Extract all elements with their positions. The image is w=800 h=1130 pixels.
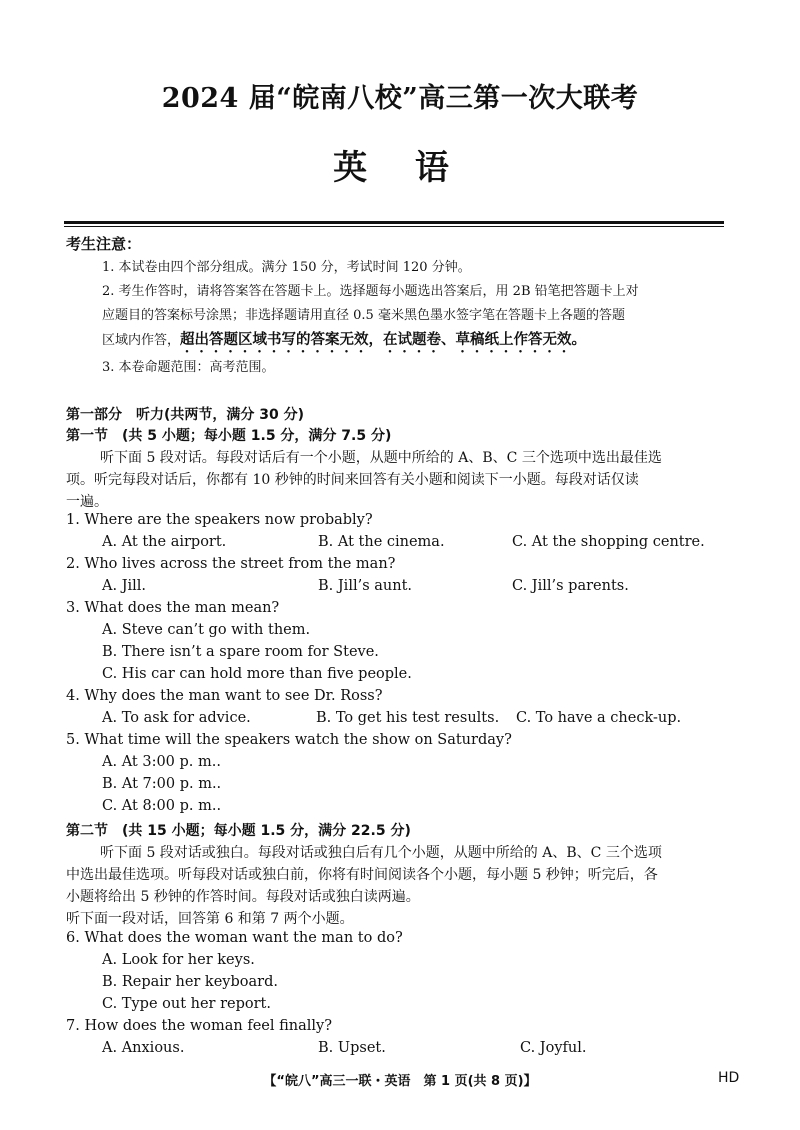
q2-option-c: C. Jill’s parents. [512,578,629,594]
question-4: 4. Why does the man want to see Dr. Ross? [66,688,383,704]
question-7: 7. How does the woman feel finally? [66,1018,332,1034]
notice-item-1: 1. 本试卷由四个部分组成。满分 150 分，考试时间 120 分钟。 [102,260,471,275]
notice-emphasis: 超出答题区域书写的答案无效，在试题卷、草稿纸上作答无效。 [180,332,587,348]
q4-option-a: A. To ask for advice. [102,710,251,726]
q5-option-a: A. At 3:00 p. m.. [102,754,221,770]
section-one-instruction-1: 听下面 5 段对话。每段对话后有一个小题，从题中所给的 A、B、C 三个选项中选出最佳选 [100,450,662,466]
q6-option-c: C. Type out her report. [102,996,271,1012]
q2-option-a: A. Jill. [102,578,147,594]
section-one-title: 第一节 (共 5 小题；每小题 1.5 分，满分 7.5 分) [66,428,392,444]
notice-title: 考生注意： [66,235,142,253]
notice-item-2: 2. 考生作答时，请将答案答在答题卡上。选择题每小题选出答案后，用 2B 铅笔把答题卡上对 [102,284,639,299]
question-1: 1. Where are the speakers now probably? [66,512,373,528]
header-divider-thin [64,226,724,227]
subject-title: 英 语 [333,148,467,188]
question-3: 3. What does the man mean? [66,600,280,616]
q4-option-b: B. To get his test results. [316,710,500,726]
q3-option-b: B. There isn’t a spare room for Steve. [102,644,379,660]
notice-item-2-end [102,328,586,356]
notice-item-2-prefix: 区域内作答， [102,333,181,348]
section-two-instruction-1: 听下面 5 段对话或独白。每段对话或独白后有几个小题，从题中所给的 A、B、C 三个选项 [100,845,662,861]
q3-option-c: C. His car can hold more than five people. [102,666,412,682]
section-two-lead: 听下面一段对话，回答第 6 和第 7 两个小题。 [66,911,354,927]
part-one-title: 第一部分 听力(共两节，满分 30 分) [66,407,305,423]
section-one-instruction-2: 项。听完每段对话后，你都有 10 秒钟的时间来回答有关小题和阅读下一小题。每段对话仅读 [66,472,639,488]
q7-option-c: C. Joyful. [520,1040,587,1056]
notice-item-3: 3. 本卷命题范围：高考范围。 [102,360,275,375]
section-two-title: 第二节 (共 15 小题；每小题 1.5 分，满分 22.5 分) [66,823,411,839]
q4-option-c: C. To have a check-up. [516,710,682,726]
q6-option-b: B. Repair her keyboard. [102,974,278,990]
question-6: 6. What does the woman want the man to do? [66,930,403,946]
section-two-instruction-3: 小题将给出 5 秒钟的作答时间。每段对话或独白读两遍。 [66,889,420,905]
section-one-instruction-3: 一遍。 [66,494,108,510]
notice-item-2-cont: 应题目的答案标号涂黑；非选择题请用直径 0.5 毫米黑色墨水签字笔在答题卡上各题的答题 [102,308,625,323]
q1-option-b: B. At the cinema. [318,534,445,550]
q7-option-a: A. Anxious. [102,1040,185,1056]
question-2: 2. Who lives across the street from the man? [66,556,396,572]
question-5: 5. What time will the speakers watch the show on Saturday? [66,732,512,748]
page-footer: 【“皖八”高三一联・英语 第 1 页(共 8 页)】 [263,1074,537,1089]
q3-option-a: A. Steve can’t go with them. [102,622,311,638]
q7-option-b: B. Upset. [318,1040,386,1056]
header-divider-thick [64,221,724,224]
q1-option-c: C. At the shopping centre. [512,534,705,550]
footer-code: HD [718,1070,740,1086]
q5-option-c: C. At 8:00 p. m.. [102,798,222,814]
q5-option-b: B. At 7:00 p. m.. [102,776,222,792]
q1-option-a: A. At the airport. [102,534,227,550]
exam-title: 2024 届“皖南八校”高三第一次大联考 [161,83,639,114]
section-two-instruction-2: 中选出最佳选项。听每段对话或独白前，你将有时间阅读各个小题，每小题 5 秒钟；听完后，各 [66,867,658,883]
q2-option-b: B. Jill’s aunt. [318,578,413,594]
q6-option-a: A. Look for her keys. [102,952,255,968]
